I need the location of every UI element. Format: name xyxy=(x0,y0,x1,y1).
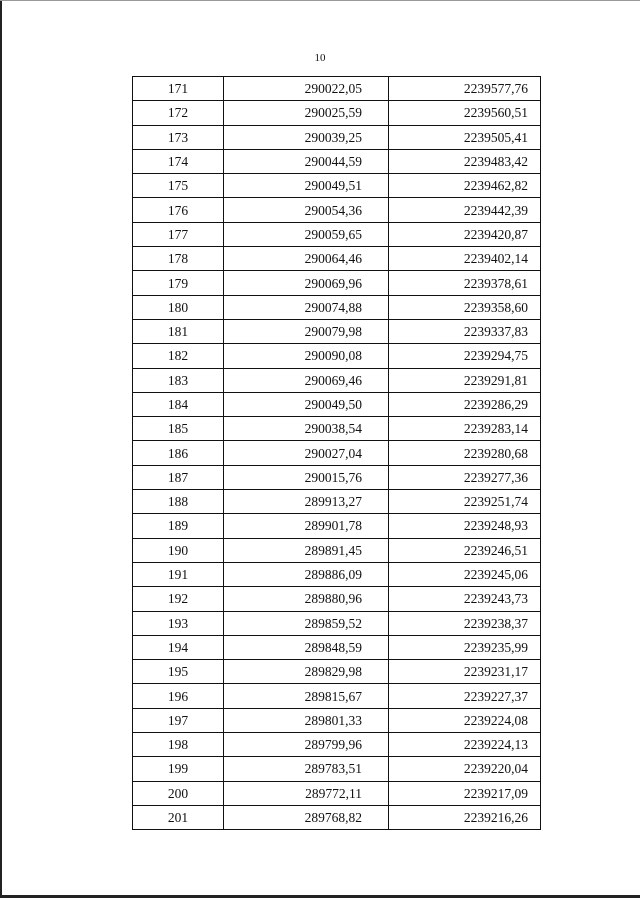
table-row xyxy=(133,587,541,611)
y-coordinate-cell: 2239235,99 xyxy=(388,635,540,659)
point-number-cell: 187 xyxy=(133,465,224,489)
x-coordinate-cell: 289772,11 xyxy=(223,781,388,805)
page-number: 10 xyxy=(314,52,326,64)
y-coordinate-cell: 2239337,83 xyxy=(388,319,540,343)
table-row xyxy=(133,295,541,319)
x-coordinate-cell: 289913,27 xyxy=(223,490,388,514)
y-coordinate-cell: 2239577,76 xyxy=(388,77,540,101)
y-coordinate-cell: 2239248,93 xyxy=(388,514,540,538)
x-coordinate-cell: 289859,52 xyxy=(223,611,388,635)
x-coordinate-cell: 290069,46 xyxy=(223,368,388,392)
table-row xyxy=(133,101,541,125)
y-coordinate-cell: 2239224,08 xyxy=(388,708,540,732)
point-number-cell: 171 xyxy=(133,77,224,101)
table-row xyxy=(133,635,541,659)
table-row xyxy=(133,222,541,246)
x-coordinate-cell: 290039,25 xyxy=(223,125,388,149)
page-edge-top xyxy=(0,0,640,1)
x-coordinate-cell: 289891,45 xyxy=(223,538,388,562)
y-coordinate-cell: 2239294,75 xyxy=(388,344,540,368)
point-number-cell: 194 xyxy=(133,635,224,659)
coordinates-table xyxy=(132,76,541,830)
table-row xyxy=(133,733,541,757)
x-coordinate-cell: 289901,78 xyxy=(223,514,388,538)
point-number-cell: 199 xyxy=(133,757,224,781)
x-coordinate-cell: 289848,59 xyxy=(223,635,388,659)
y-coordinate-cell: 2239224,13 xyxy=(388,733,540,757)
table-row xyxy=(133,708,541,732)
y-coordinate-cell: 2239238,37 xyxy=(388,611,540,635)
point-number-cell: 173 xyxy=(133,125,224,149)
y-coordinate-cell: 2239231,17 xyxy=(388,660,540,684)
x-coordinate-cell: 290059,65 xyxy=(223,222,388,246)
y-coordinate-cell: 2239505,41 xyxy=(388,125,540,149)
x-coordinate-cell: 289829,98 xyxy=(223,660,388,684)
point-number-cell: 181 xyxy=(133,319,224,343)
x-coordinate-cell: 289815,67 xyxy=(223,684,388,708)
y-coordinate-cell: 2239291,81 xyxy=(388,368,540,392)
y-coordinate-cell: 2239243,73 xyxy=(388,587,540,611)
coordinates-table-body xyxy=(133,77,541,830)
table-row xyxy=(133,198,541,222)
x-coordinate-cell: 290022,05 xyxy=(223,77,388,101)
y-coordinate-cell: 2239220,04 xyxy=(388,757,540,781)
table-row xyxy=(133,684,541,708)
x-coordinate-cell: 290027,04 xyxy=(223,441,388,465)
y-coordinate-cell: 2239462,82 xyxy=(388,174,540,198)
point-number-cell: 188 xyxy=(133,490,224,514)
y-coordinate-cell: 2239246,51 xyxy=(388,538,540,562)
table-row xyxy=(133,490,541,514)
table-row xyxy=(133,344,541,368)
x-coordinate-cell: 290015,76 xyxy=(223,465,388,489)
table-row xyxy=(133,660,541,684)
y-coordinate-cell: 2239560,51 xyxy=(388,101,540,125)
y-coordinate-cell: 2239402,14 xyxy=(388,247,540,271)
table-row xyxy=(133,805,541,829)
y-coordinate-cell: 2239216,26 xyxy=(388,805,540,829)
y-coordinate-cell: 2239251,74 xyxy=(388,490,540,514)
y-coordinate-cell: 2239420,87 xyxy=(388,222,540,246)
x-coordinate-cell: 290074,88 xyxy=(223,295,388,319)
table-row xyxy=(133,392,541,416)
point-number-cell: 175 xyxy=(133,174,224,198)
point-number-cell: 183 xyxy=(133,368,224,392)
point-number-cell: 172 xyxy=(133,101,224,125)
y-coordinate-cell: 2239283,14 xyxy=(388,417,540,441)
table-row xyxy=(133,271,541,295)
table-row xyxy=(133,247,541,271)
y-coordinate-cell: 2239217,09 xyxy=(388,781,540,805)
point-number-cell: 197 xyxy=(133,708,224,732)
y-coordinate-cell: 2239483,42 xyxy=(388,149,540,173)
x-coordinate-cell: 290044,59 xyxy=(223,149,388,173)
y-coordinate-cell: 2239442,39 xyxy=(388,198,540,222)
table-row xyxy=(133,562,541,586)
table-row xyxy=(133,368,541,392)
x-coordinate-cell: 290049,50 xyxy=(223,392,388,416)
table-row xyxy=(133,538,541,562)
point-number-cell: 193 xyxy=(133,611,224,635)
point-number-cell: 192 xyxy=(133,587,224,611)
y-coordinate-cell: 2239277,36 xyxy=(388,465,540,489)
x-coordinate-cell: 290038,54 xyxy=(223,417,388,441)
y-coordinate-cell: 2239286,29 xyxy=(388,392,540,416)
x-coordinate-cell: 289768,82 xyxy=(223,805,388,829)
x-coordinate-cell: 290079,98 xyxy=(223,319,388,343)
y-coordinate-cell: 2239358,60 xyxy=(388,295,540,319)
y-coordinate-cell: 2239378,61 xyxy=(388,271,540,295)
x-coordinate-cell: 289799,96 xyxy=(223,733,388,757)
table-row xyxy=(133,417,541,441)
point-number-cell: 179 xyxy=(133,271,224,295)
y-coordinate-cell: 2239245,06 xyxy=(388,562,540,586)
point-number-cell: 189 xyxy=(133,514,224,538)
x-coordinate-cell: 289880,96 xyxy=(223,587,388,611)
point-number-cell: 182 xyxy=(133,344,224,368)
table-row xyxy=(133,174,541,198)
point-number-cell: 186 xyxy=(133,441,224,465)
x-coordinate-cell: 290025,59 xyxy=(223,101,388,125)
page-edge-left xyxy=(0,0,2,898)
point-number-cell: 180 xyxy=(133,295,224,319)
x-coordinate-cell: 289783,51 xyxy=(223,757,388,781)
table-row xyxy=(133,611,541,635)
point-number-cell: 178 xyxy=(133,247,224,271)
point-number-cell: 200 xyxy=(133,781,224,805)
table-row xyxy=(133,441,541,465)
x-coordinate-cell: 290069,96 xyxy=(223,271,388,295)
table-row xyxy=(133,514,541,538)
point-number-cell: 185 xyxy=(133,417,224,441)
x-coordinate-cell: 290090,08 xyxy=(223,344,388,368)
point-number-cell: 201 xyxy=(133,805,224,829)
point-number-cell: 184 xyxy=(133,392,224,416)
table-row xyxy=(133,781,541,805)
table-row xyxy=(133,77,541,101)
table-row xyxy=(133,149,541,173)
point-number-cell: 198 xyxy=(133,733,224,757)
table-row xyxy=(133,319,541,343)
point-number-cell: 174 xyxy=(133,149,224,173)
point-number-cell: 196 xyxy=(133,684,224,708)
point-number-cell: 177 xyxy=(133,222,224,246)
y-coordinate-cell: 2239227,37 xyxy=(388,684,540,708)
y-coordinate-cell: 2239280,68 xyxy=(388,441,540,465)
point-number-cell: 191 xyxy=(133,562,224,586)
x-coordinate-cell: 290049,51 xyxy=(223,174,388,198)
table-row xyxy=(133,757,541,781)
x-coordinate-cell: 290054,36 xyxy=(223,198,388,222)
x-coordinate-cell: 289886,09 xyxy=(223,562,388,586)
point-number-cell: 190 xyxy=(133,538,224,562)
table-row xyxy=(133,125,541,149)
x-coordinate-cell: 289801,33 xyxy=(223,708,388,732)
table-row xyxy=(133,465,541,489)
x-coordinate-cell: 290064,46 xyxy=(223,247,388,271)
point-number-cell: 176 xyxy=(133,198,224,222)
point-number-cell: 195 xyxy=(133,660,224,684)
